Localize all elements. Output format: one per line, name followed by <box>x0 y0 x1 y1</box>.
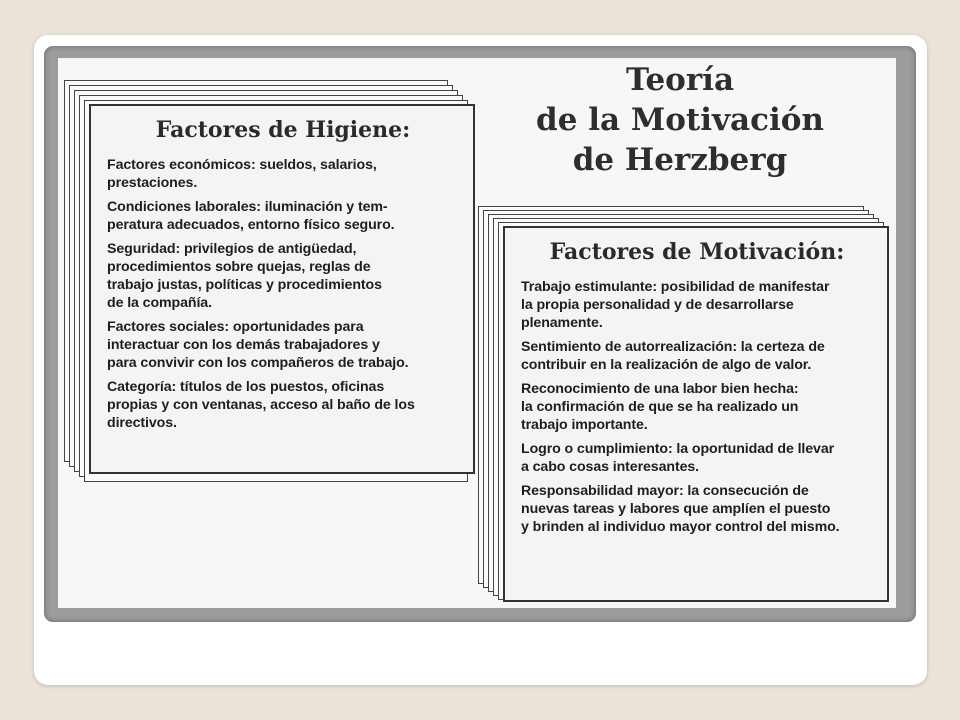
item-line: Responsabilidad mayor: la consecución de <box>521 483 809 499</box>
motivation-item <box>521 440 873 476</box>
item-line: propias y con ventanas, acceso al baño de los <box>107 397 415 413</box>
hygiene-item <box>107 318 459 372</box>
title-line-2: de la Motivación <box>536 102 824 138</box>
item-line: plenamente. <box>521 315 603 331</box>
hygiene-card <box>89 104 475 474</box>
item-line: para convivir con los compañeros de trabajo. <box>107 355 409 371</box>
item-line: Sentimiento de autorrealización: la certeza de <box>521 339 825 355</box>
item-line: Seguridad: privilegios de antigüedad, <box>107 241 357 257</box>
motivation-item <box>521 338 873 374</box>
title-line-3: de Herzberg <box>572 142 788 178</box>
item-line: la propia personalidad y de desarrollarse <box>521 297 794 313</box>
item-line: y brinden al individuo mayor control del mismo. <box>521 519 840 535</box>
item-line: Factores sociales: oportunidades para <box>107 319 364 335</box>
item-line: Categoría: títulos de los puestos, oficinas <box>107 379 385 395</box>
item-line: la confirmación de que se ha realizado un <box>521 399 799 415</box>
item-line: Reconocimiento de una labor bien hecha: <box>521 381 799 397</box>
motivation-card <box>503 226 889 602</box>
motivation-item <box>521 380 873 434</box>
hygiene-item <box>107 156 459 192</box>
item-line: procedimientos sobre quejas, reglas de <box>107 259 371 275</box>
item-line: interactuar con los demás trabajadores y <box>107 337 380 353</box>
hygiene-heading: Factores de Higiene: <box>155 117 411 143</box>
motivation-item <box>521 482 873 536</box>
item-line: Logro o cumplimiento: la oportunidad de llevar <box>521 441 835 457</box>
item-line: peratura adecuados, entorno físico seguro. <box>107 217 395 233</box>
item-line: prestaciones. <box>107 175 198 191</box>
hygiene-item <box>107 198 459 234</box>
item-line: trabajo justas, políticas y procedimientos <box>107 277 382 293</box>
item-line: Factores económicos: sueldos, salarios, <box>107 157 377 173</box>
hygiene-item <box>107 378 459 432</box>
motivation-heading: Factores de Motivación: <box>549 239 845 265</box>
motivation-item <box>521 278 873 332</box>
item-line: de la compañía. <box>107 295 212 311</box>
title-line-1: Teoría <box>625 62 735 98</box>
hygiene-item <box>107 240 459 312</box>
item-line: trabajo importante. <box>521 417 648 433</box>
item-line: contribuir en la realización de algo de valor. <box>521 357 812 373</box>
item-line: directivos. <box>107 415 177 431</box>
item-line: Condiciones laborales: iluminación y tem- <box>107 199 388 215</box>
item-line: nuevas tareas y labores que amplíen el puesto <box>521 501 831 517</box>
item-line: Trabajo estimulante: posibilidad de manifestar <box>521 279 830 295</box>
diagram-title <box>520 60 840 180</box>
item-line: a cabo cosas interesantes. <box>521 459 699 475</box>
